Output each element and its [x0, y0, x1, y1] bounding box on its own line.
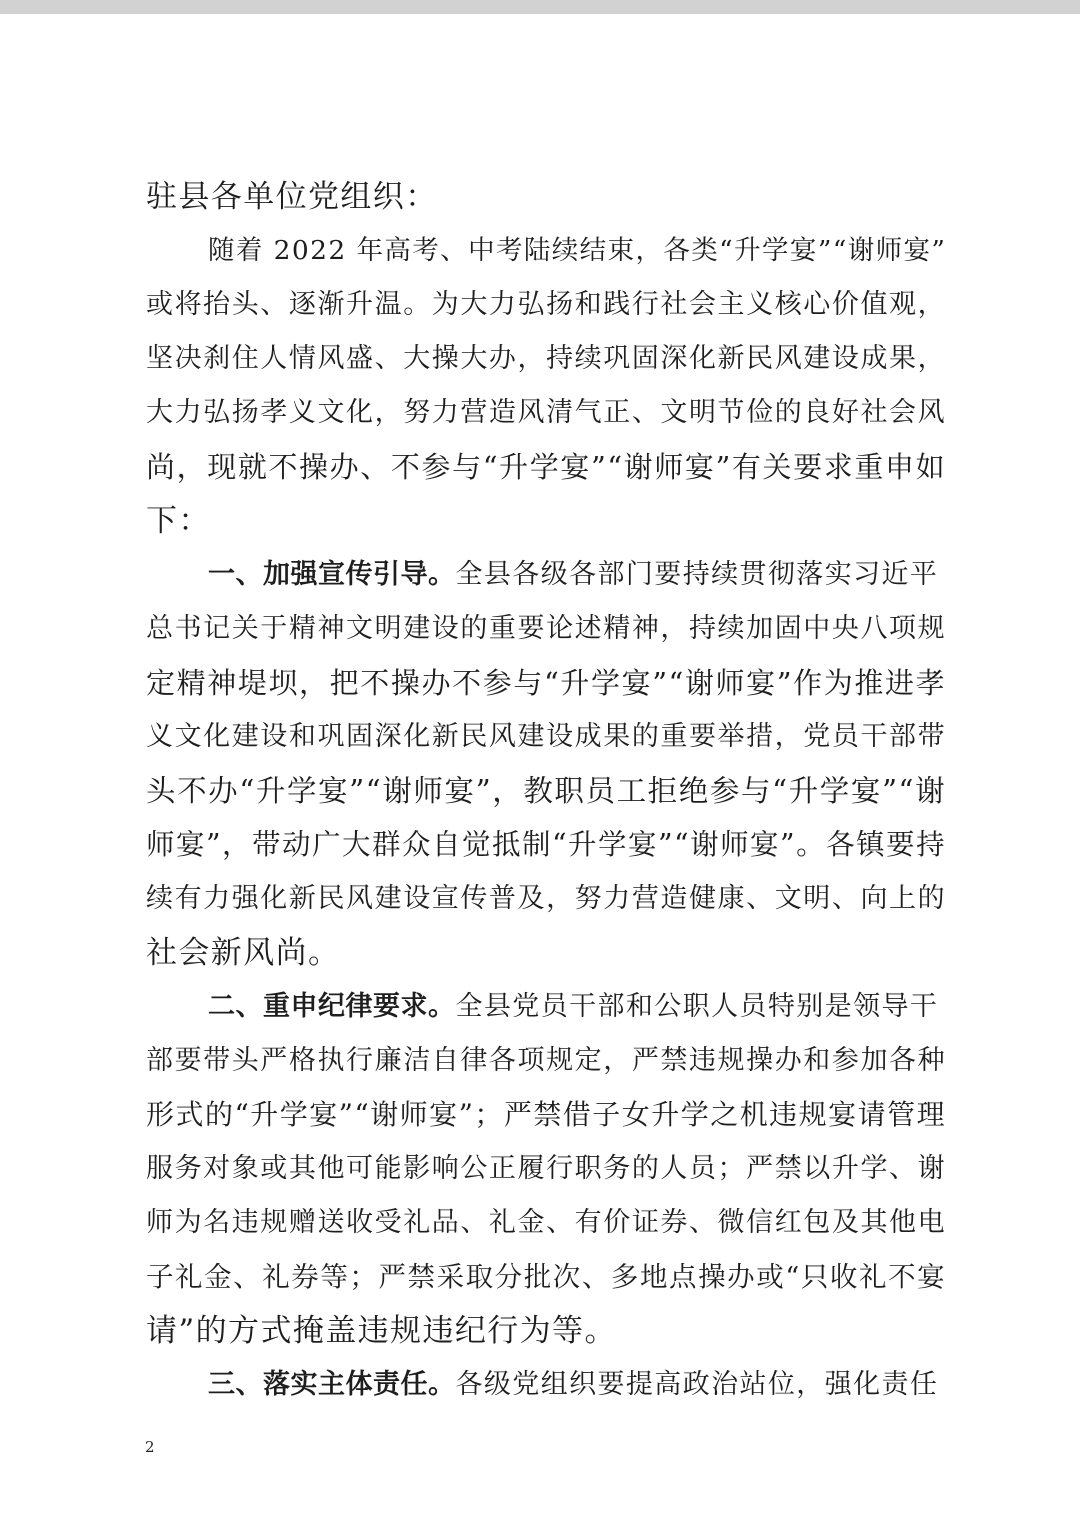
section-2-line: 子礼金、礼券等；严禁采取分批次、多地点操办或“只收礼不宴	[146, 1261, 946, 1293]
section-1-text: 全县各级各部门要持续贯彻落实习近平	[455, 559, 939, 590]
section-1-line: 总书记关于精神文明建设的重要论述精神，持续加固中央八项规	[146, 613, 946, 644]
intro-line: 坚决刹住人情风盛、大操大办，持续巩固深化新民风建设成果，	[146, 343, 946, 374]
section-1-line: 头不办“升学宴”“谢师宴”，教职员工拒绝参与“升学宴”“谢	[146, 774, 946, 808]
section-3-heading: 三、落实主体责任。	[208, 1369, 456, 1400]
page-number: 2	[145, 1438, 155, 1456]
section-1-line: 师宴”，带动广大群众自觉抵制“升学宴”“谢师宴”。各镇要持	[146, 828, 946, 861]
intro-line: 随着 2022 年高考、中考陆续结束，各类“升学宴”“谢师宴”	[208, 235, 947, 266]
section-2-first-line	[208, 980, 946, 1034]
section-2-line: 部要带头严格执行廉洁自律各项规定，严禁违规操办和参加各种	[146, 1045, 946, 1076]
intro-line: 下：	[146, 503, 211, 539]
salutation: 驻县各单位党组织：	[146, 179, 438, 215]
section-1-line: 义文化建设和巩固深化新民风建设成果的重要举措，党员干部带	[146, 721, 946, 752]
section-1-first-line	[208, 548, 946, 602]
section-2-line: 形式的“升学宴”“谢师宴”；严禁借子女升学之机违规宴请管理	[146, 1098, 946, 1131]
intro-line: 大力弘扬孝义文化，努力营造风清气正、文明节俭的良好社会风	[146, 397, 946, 428]
section-1-line: 续有力强化新民风建设宣传普及，努力营造健康、文明、向上的	[146, 883, 946, 914]
section-2-heading: 二、重申纪律要求。	[208, 991, 456, 1022]
intro-line: 或将抬头、逐渐升温。为大力弘扬和践行社会主义核心价值观，	[146, 289, 946, 320]
section-2-line: 服务对象或其他可能影响公正履行职务的人员；严禁以升学、谢	[146, 1153, 946, 1184]
section-3-first-line	[208, 1358, 946, 1412]
section-3-text: 各级党组织要提高政治站位，强化责任	[455, 1369, 939, 1400]
section-1-line: 社会新风尚。	[146, 935, 341, 971]
section-2-line: 师为名违规赠送收受礼品、礼金、有价证券、微信红包及其他电	[146, 1207, 946, 1238]
section-1-heading: 一、加强宣传引导。	[208, 559, 456, 590]
section-2-line: 请”的方式掩盖违规违纪行为等。	[146, 1313, 617, 1349]
section-1-line: 定精神堤坝，把不操办不参与“升学宴”“谢师宴”作为推进孝	[146, 666, 946, 700]
intro-line: 尚，现就不操办、不参与“升学宴”“谢师宴”有关要求重申如	[146, 450, 946, 484]
document-page	[0, 14, 1080, 1538]
section-2-text: 全县党员干部和公职人员特别是领导干	[455, 991, 939, 1022]
